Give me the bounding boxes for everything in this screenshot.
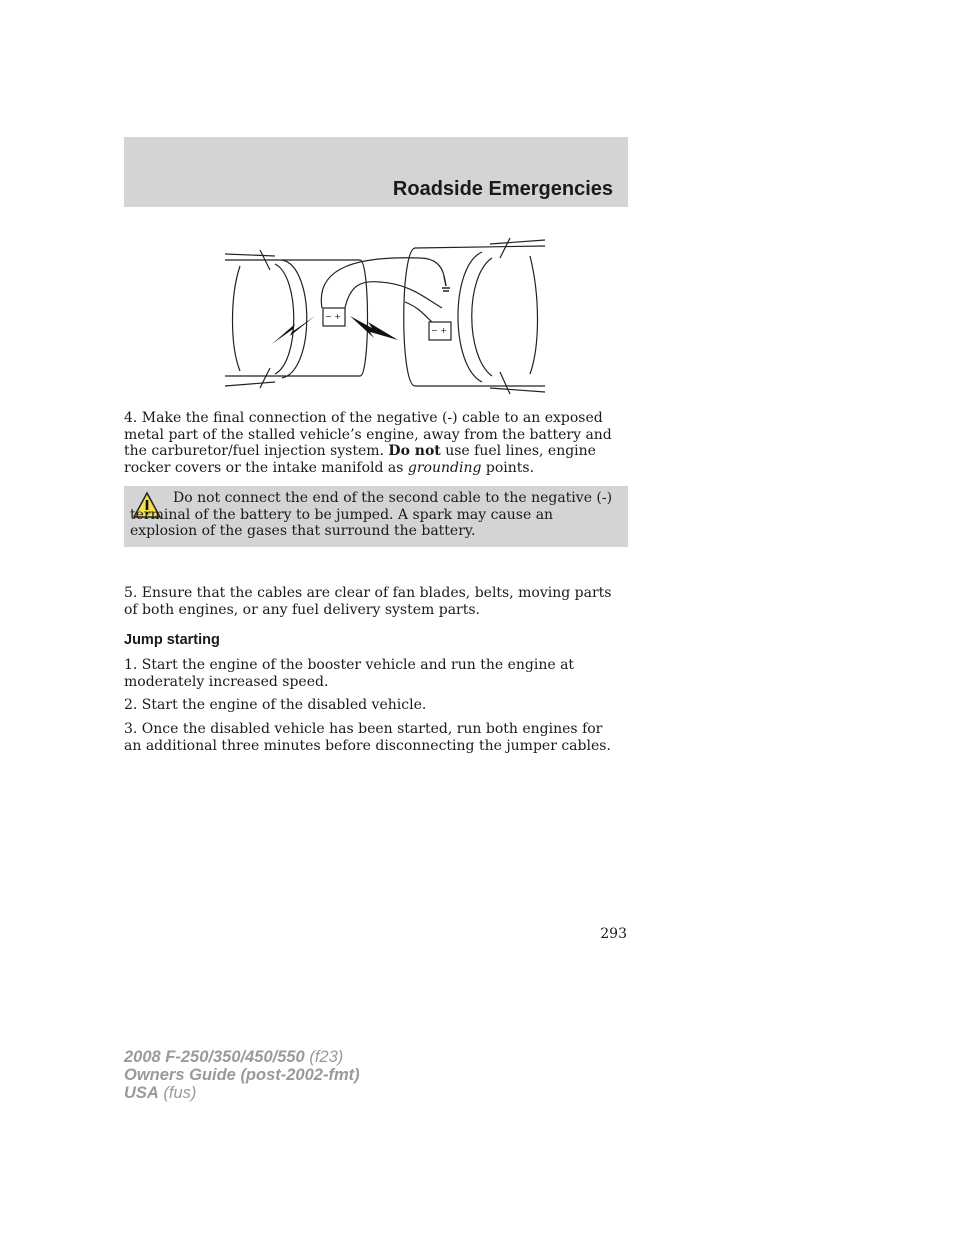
step-5-paragraph: 5. Ensure that the cables are clear of fan blades, belts, moving parts of both engines, or any fuel delivery system parts. (124, 585, 612, 618)
document-footer: 2008 F-250/350/450/550 (f23) Owners Guide (post-2002-fmt) USA (fus) (124, 1048, 360, 1102)
left-battery-terminals: − + (325, 312, 341, 321)
jumper-cable-diagram (220, 236, 550, 396)
page-number: 293 (600, 926, 627, 942)
grounding-term: grounding (407, 459, 482, 476)
section-header (124, 137, 628, 207)
jump-step-3: 3. Once the disabled vehicle has been started, run both engines for an additional three minutes before disconnecting the jumper cables. (124, 721, 611, 754)
spark-arrow-right (350, 316, 398, 340)
jump-step-1: 1. Start the engine of the booster vehicle and run the engine at moderately increased speed. (124, 657, 575, 690)
section-title: Roadside Emergencies (392, 178, 613, 200)
step-4-paragraph: 4. Make the final connection of the negative (-) cable to an exposed metal part of the stalled vehicle’s engine, away from the battery and the carburetor/fuel injection system. Do not use fuel lines, engine rocker covers or the intake manifold as grounding points. (124, 410, 612, 476)
ground-clamp (442, 276, 450, 291)
warning-text: Do not connect the end of the second cable to the negative (-) terminal of the battery to be jumped. A spark may cause an explosion of the gases that surround the battery. (130, 490, 613, 539)
do-not-emphasis: Do not (388, 443, 441, 459)
jump-step-2: 2. Start the engine of the disabled vehicle. (124, 697, 427, 713)
jump-starting-heading: Jump starting (124, 632, 220, 648)
right-battery-terminals: − + (431, 326, 447, 335)
warning-box (124, 486, 628, 547)
